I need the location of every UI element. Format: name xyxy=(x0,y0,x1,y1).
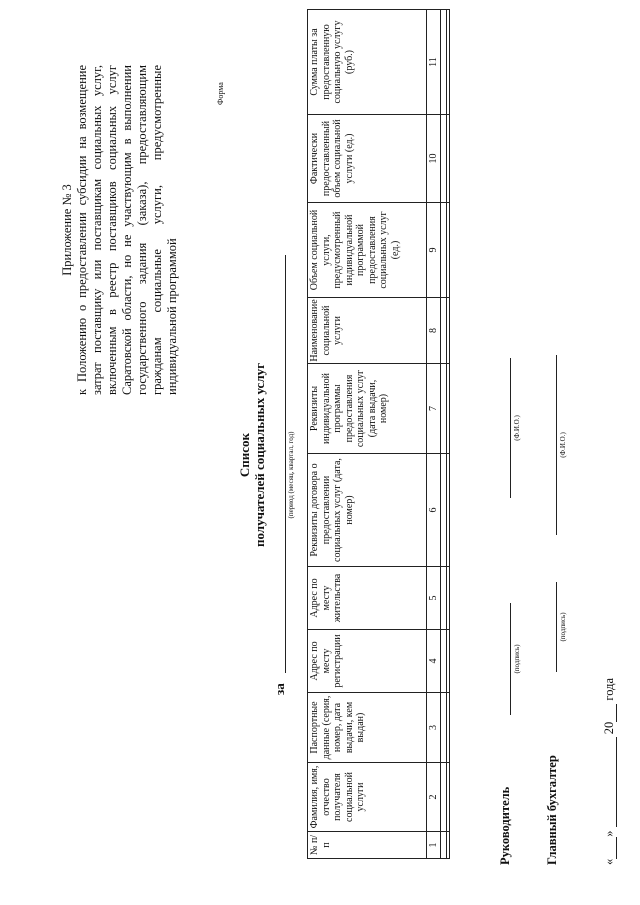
table-header-cell: № п/п xyxy=(308,832,427,859)
table-header-cell: Паспортные данные (серия, номер, дата выдачи, кем выдан) xyxy=(308,693,427,763)
date-year-prefix: 20 xyxy=(602,721,616,735)
table-row xyxy=(447,10,450,859)
director-sign-line[interactable] xyxy=(510,603,511,715)
accountant-label: Главный бухгалтер xyxy=(545,755,559,865)
table-cell[interactable] xyxy=(447,298,450,364)
form-label: Форма xyxy=(216,82,225,105)
table-number-cell: 6 xyxy=(427,454,441,567)
appendix-text: к Положению о предоставлении субсидии на возмещение затрат поставщику или поставщикам социальных услуг, включенным в реестр поставщиков социальных услуг Саратовской области, но не участвующим в выполнении государственного задания (заказа), предоставляющим гражданам социальные услуги, предусмотренные индивидуальной программой xyxy=(75,65,179,395)
table-header-row xyxy=(308,10,427,859)
document-title-line1: Список xyxy=(237,432,252,478)
table-cell[interactable] xyxy=(447,832,450,859)
table-header-cell: Наименование социальной услуги xyxy=(308,298,427,364)
appendix-block xyxy=(60,65,180,395)
document-title xyxy=(237,255,267,655)
table-cell[interactable] xyxy=(447,10,450,115)
table-number-cell: 5 xyxy=(427,567,441,630)
date-line xyxy=(602,678,617,865)
period-prefix: за xyxy=(272,683,287,695)
accountant-name-line[interactable] xyxy=(556,355,557,535)
table-cell[interactable] xyxy=(447,364,450,454)
table-cell[interactable] xyxy=(447,763,450,832)
table-header-cell: Адрес по месту жительства xyxy=(308,567,427,630)
table-number-cell: 8 xyxy=(427,298,441,364)
table-header-cell: Фактически предоставленный объем социальной услуги (ед.) xyxy=(308,115,427,203)
table-header-cell: Адрес по месту регистрации xyxy=(308,630,427,693)
table-cell[interactable] xyxy=(447,693,450,763)
period-hint: (период (месяц, квартал, год) xyxy=(287,431,295,519)
table-cell[interactable] xyxy=(447,454,450,567)
table-cell[interactable] xyxy=(447,630,450,693)
accountant-name-hint: (Ф.И.О.) xyxy=(559,432,567,458)
document-title-line2: получателей социальных услуг xyxy=(252,362,267,548)
table-cell[interactable] xyxy=(447,567,450,630)
accountant-sign-line[interactable] xyxy=(556,582,557,672)
table-header-cell: Реквизиты договора о предоставлении социальных услуг (дата, номер) xyxy=(308,454,427,567)
period-row xyxy=(272,255,295,695)
table-header-cell: Фамилия, имя, отчество получателя социальной услуги xyxy=(308,763,427,832)
date-day-blank[interactable] xyxy=(603,837,617,859)
director-sign-hint: (подпись) xyxy=(513,644,521,674)
table-header-cell: Реквизиты индивидуальной программы предоставления социальных услуг (дата выдачи, номер) xyxy=(308,364,427,454)
director-label: Руководитель xyxy=(498,786,512,865)
table-number-cell: 7 xyxy=(427,364,441,454)
recipients-table xyxy=(307,9,450,859)
table-cell[interactable] xyxy=(447,115,450,203)
table-header-cell: Объем социальной услуги, предусмотренный индивидуальной программой предоставления социальных услуг (ед.) xyxy=(308,203,427,298)
table-cell[interactable] xyxy=(447,203,450,298)
director-name-line[interactable] xyxy=(510,358,511,498)
director-name-hint: (Ф.И.О.) xyxy=(513,415,521,441)
table-number-cell: 11 xyxy=(427,10,441,115)
appendix-title: Приложение № 3 xyxy=(60,184,74,276)
date-close-quote: » xyxy=(602,830,616,837)
table-number-row xyxy=(427,10,441,859)
table-number-cell: 4 xyxy=(427,630,441,693)
date-open-quote: « xyxy=(602,858,616,865)
table-number-cell: 9 xyxy=(427,203,441,298)
table-number-cell: 2 xyxy=(427,763,441,832)
accountant-sign-hint: (подпись) xyxy=(559,612,567,642)
period-line xyxy=(285,255,286,673)
table-number-cell: 10 xyxy=(427,115,441,203)
date-year-blank[interactable] xyxy=(603,704,617,722)
table-header-cell: Сумма платы за предоставленную социальную услугу (руб.) xyxy=(308,10,427,115)
table-number-cell: 1 xyxy=(427,832,441,859)
table-number-cell: 3 xyxy=(427,693,441,763)
date-year-word: года xyxy=(602,678,616,701)
date-month-blank[interactable] xyxy=(603,737,617,827)
